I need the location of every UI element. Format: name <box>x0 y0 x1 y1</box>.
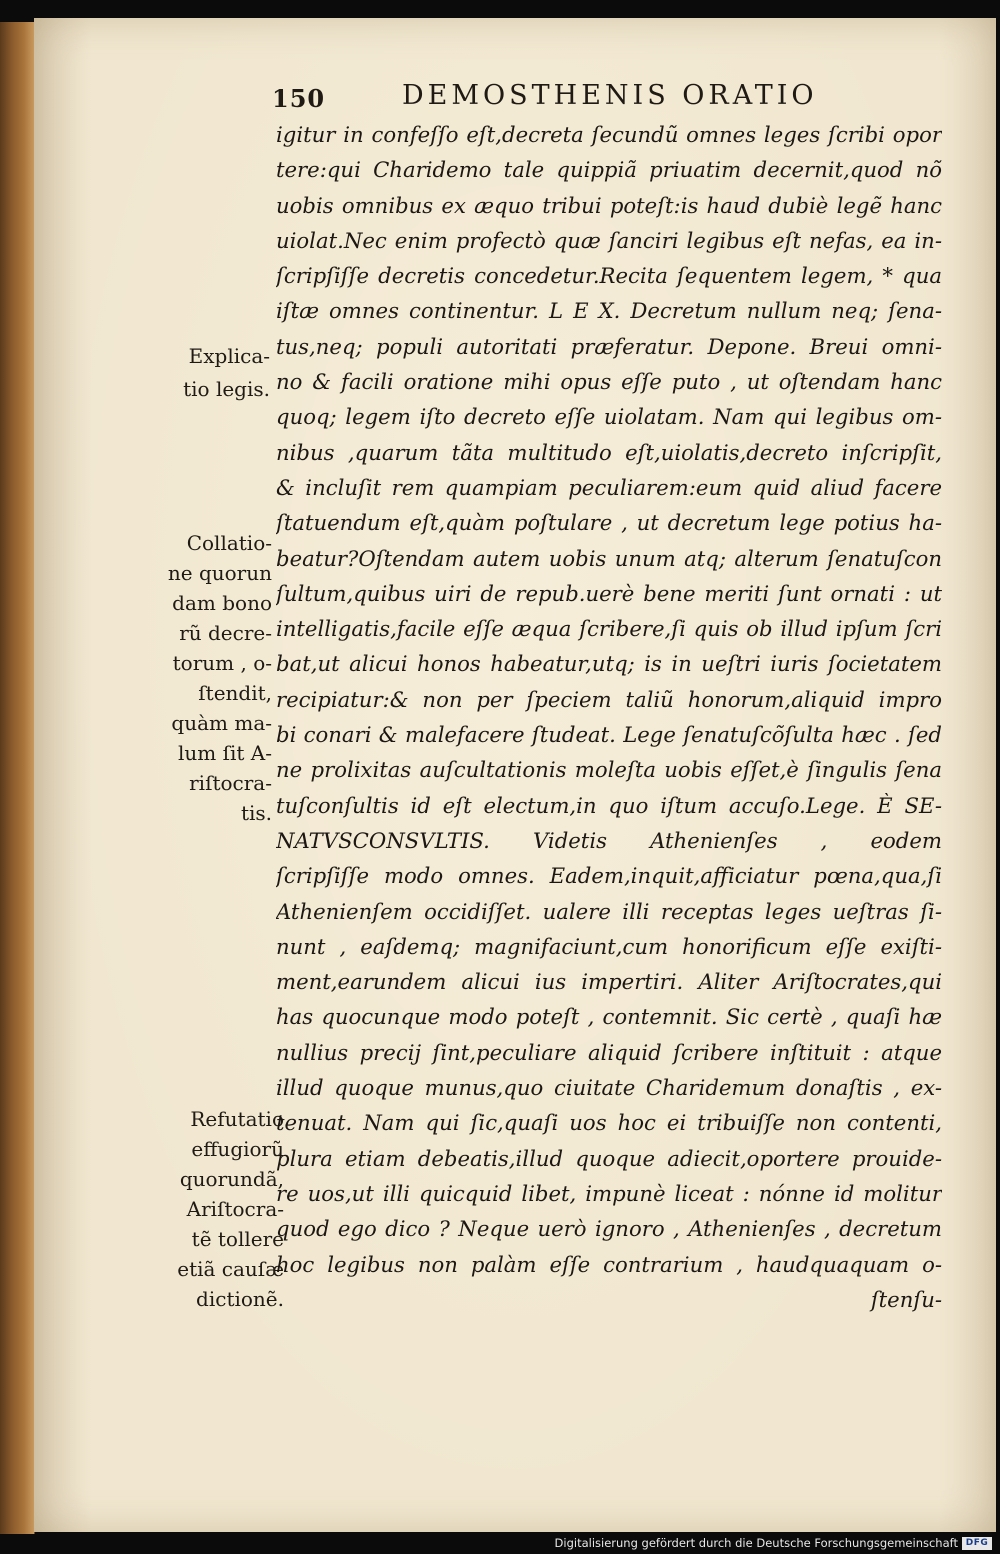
text-line: re uos,ut illi quicquid libet, impunè liceat : nónne id molitur <box>276 1180 942 1206</box>
body-text <box>276 117 942 1317</box>
margin-note-line: ſtendit, <box>198 681 272 705</box>
text-line: ſtatuendum eſt,quàm poſtulare , ut decretum lege potius ha- <box>276 510 942 536</box>
text-line: nibus ,quarum tãta multitudo eſt,uiolatis,decreto inſcripſit, <box>276 439 942 465</box>
funding-credit: Digitalisierung gefördert durch die Deutsche Forschungsgemeinschaft <box>554 1536 958 1550</box>
text-line: tuſconſultis id eſt electum,in quo iſtum accuſo.Lege. È SE- <box>276 792 942 818</box>
text-line: nullius precij ſint,peculiare aliquid ſcribere inſtituit : atque <box>276 1039 942 1065</box>
text-line: no & facili oratione mihi opus eſſe puto , ut oſtendam hanc <box>276 369 942 395</box>
margin-note-line: rũ decre- <box>179 621 272 645</box>
margin-note-line: etiã cauſæ <box>177 1257 284 1281</box>
margin-note-line: ne quorun <box>167 561 272 585</box>
margin-note-refutatio <box>150 1104 284 1314</box>
margin-note-line: tẽ tollere <box>191 1227 284 1251</box>
margin-note-line: Refutatio <box>190 1107 284 1131</box>
text-line: illud quoque munus,quo ciuitate Charidemum donaſtis , ex- <box>276 1075 942 1101</box>
text-line: uobis omnibus ex æquo tribui poteſt:is haud dubiè legẽ hanc <box>276 192 942 218</box>
margin-note-line: dictionẽ. <box>196 1287 284 1311</box>
text-line: NATVSCONSVLTIS. Videtis Athenienſes , eodem <box>276 827 942 853</box>
text-line: recipiatur:& non per ſpeciem taliũ honorum,aliquid impro <box>276 686 942 712</box>
page-header <box>272 80 852 112</box>
text-line: quoq; legem iſto decreto eſſe uiolatam. Nam qui legibus om- <box>276 404 942 430</box>
text-line: beatur?Oſtendam autem uobis unum atq; alterum ſenatuſcon <box>276 545 942 571</box>
text-line: quod ego dico ? Neque uerò ignoro , Athenienſes , decretum <box>276 1216 942 1242</box>
text-line: tenuat. Nam qui ſic,quaſi uos hoc ei tribuiſſe non contenti, <box>276 1110 942 1136</box>
text-line: hoc legibus non palàm eſſe contrarium , haudquaquam o- <box>276 1251 942 1277</box>
text-line: plura etiam debeatis,illud quoque adiecit,oportere prouide- <box>276 1145 942 1171</box>
dfg-logo: DFG <box>962 1537 992 1550</box>
page-number: 150 <box>272 84 326 113</box>
margin-note-line: torum , o- <box>172 651 272 675</box>
margin-note-line: dam bono <box>172 591 272 615</box>
digitization-footer <box>0 1534 1000 1554</box>
text-line: bat,ut alicui honos habeatur,utq; is in ueſtri iuris ſocietatem <box>276 651 942 677</box>
margin-note-collatione <box>150 528 272 828</box>
text-line: intelligatis,facile eſſe æqua ſcribere,ſi quis ob illud ipſum ſcri <box>276 616 942 642</box>
margin-note-line: Explica- <box>188 344 270 368</box>
text-line: Athenienſem occidiſſet. ualere illi receptas leges ueſtras ſi- <box>276 898 942 924</box>
margin-note-line: tis. <box>240 801 272 825</box>
margin-note-line: Collatio- <box>186 531 272 555</box>
margin-note-line: quorundã, <box>179 1167 284 1191</box>
text-line: & incluſit rem quampiam peculiarem:eum quid aliud facere <box>276 474 942 500</box>
text-line: nunt , eaſdemq; magnifaciunt,cum honorificum eſſe exiſti- <box>276 933 942 959</box>
margin-note-line: quàm ma- <box>171 711 272 735</box>
text-line: ment,earundem alicui ius impertiri. Aliter Ariſtocrates,qui <box>276 969 942 995</box>
margin-note-line: effugiorũ <box>191 1137 284 1161</box>
margin-note-explicatio <box>150 340 270 406</box>
text-line: igitur in confeſſo eſt,decreta ſecundũ omnes leges ſcribi opor <box>276 122 942 147</box>
text-line: ſultum,quibus uiri de repub.uerè bene meriti ſunt ornati : ut <box>276 580 942 606</box>
margin-note-line: tio legis. <box>183 377 270 401</box>
margin-note-line: Ariſtocra- <box>186 1197 284 1221</box>
margin-note-line: lum ſit A- <box>178 741 272 765</box>
text-line: ne prolixitas auſcultationis moleſta uobis eſſet,è ſingulis ſena <box>276 757 942 783</box>
catchword: ſtenſu- <box>870 1286 942 1312</box>
text-line: tere:qui Charidemo tale quippiã priuatim decernit,quod nõ <box>276 157 942 183</box>
text-line: bi conari & malefacere ſtudeat. Lege ſenatuſcõſulta hæc . ſed <box>276 722 942 748</box>
margin-note-line: riſtocra- <box>189 771 272 795</box>
text-line: tus,neq; populi autoritati præferatur. Depone. Breui omni- <box>276 333 942 359</box>
text-line: iſtæ omnes continentur. L E X. Decretum nullum neq; ſena- <box>276 298 942 324</box>
book-spine-edge <box>0 22 35 1534</box>
running-title: DEMOSTHENIS ORATIO <box>402 80 818 111</box>
text-line: uiolat.Nec enim profectò quæ ſanciri legibus eſt nefas, ea in- <box>276 227 942 253</box>
text-line: ſcripſiſſe modo omnes. Eadem,inquit,afficiatur pœna,qua,ſi <box>276 863 942 889</box>
text-line: has quocunque modo poteſt , contemnit. Sic certè , quaſi hæ <box>276 1004 942 1030</box>
text-line: ſcripſiſſe decretis concedetur.Recita ſequentem legem, * qua <box>276 263 942 289</box>
